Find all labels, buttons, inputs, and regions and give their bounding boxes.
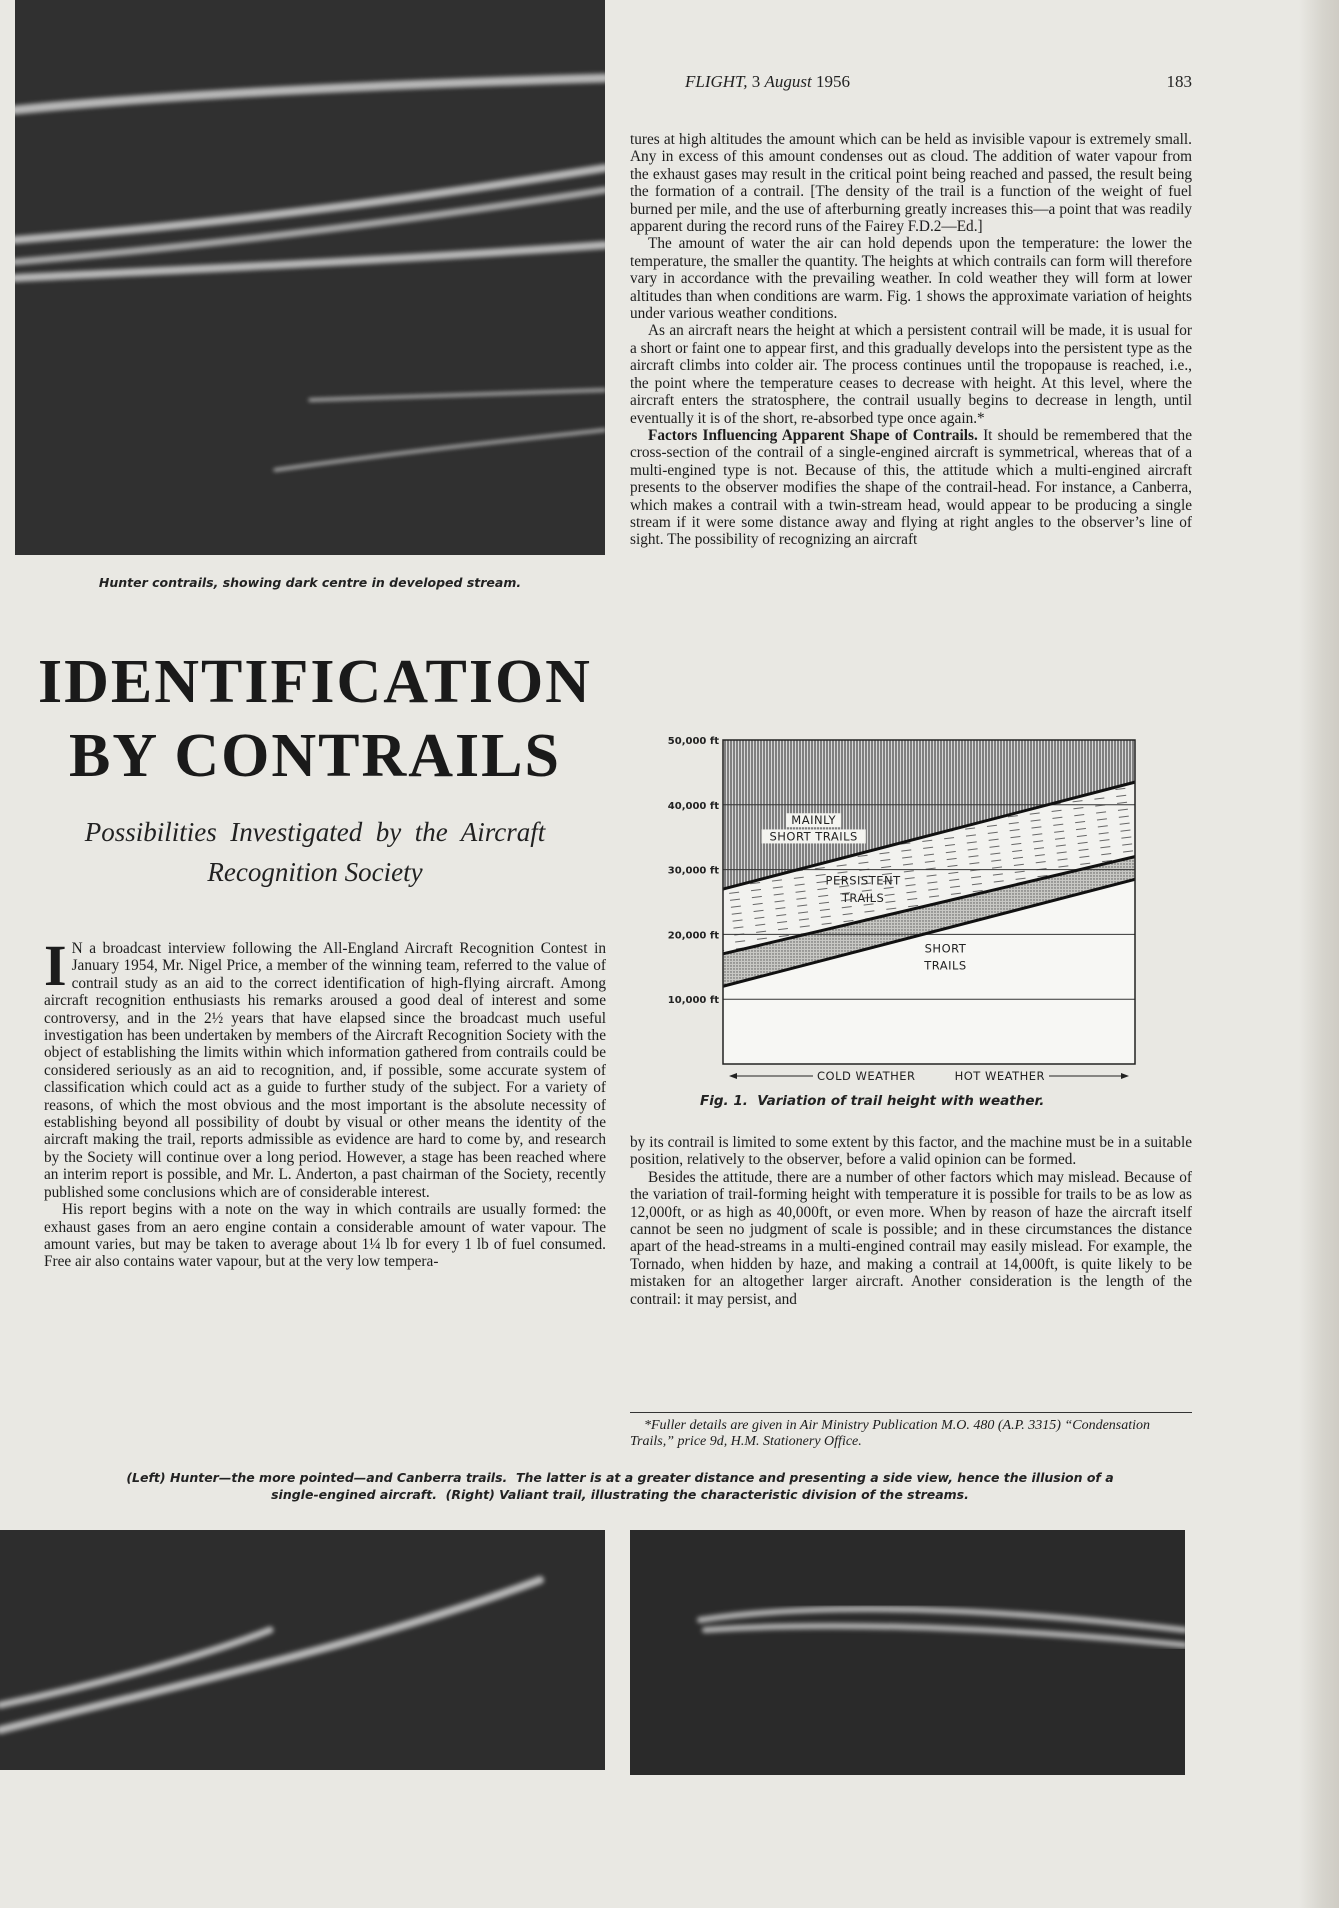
region-label: SHORT [924, 941, 967, 956]
paragraph: by its contrail is limited to some extent by this factor, and the machine must be in a suitable position, relatively to the observer, before a valid opinion can be formed. [630, 1134, 1192, 1169]
cold-arrowhead-icon [729, 1073, 737, 1079]
y-tick-label: 40,000 ft [667, 800, 719, 812]
right-column-body-top [630, 131, 1192, 549]
hunter-canberra-trails-photo [0, 1530, 605, 1770]
title-line-2: BY CONTRAILS [69, 722, 561, 790]
x-label-hot: HOT WEATHER [954, 1069, 1045, 1083]
valiant-trail-photo [630, 1530, 1185, 1775]
caption-line-1: (Left) Hunter—the more pointed—and Canberra trails. The latter is at a greater distance and presenting a side view, hence the illusion of a [126, 1470, 1114, 1485]
article-subtitle [25, 812, 605, 892]
fig1-chart [640, 725, 1180, 1105]
caption-line-2: single-engined aircraft. (Right) Valiant trail, illustrating the characteristic division of the streams. [271, 1487, 969, 1502]
left-column-body [44, 933, 606, 1271]
subtitle-line-2: Recognition Society [207, 857, 423, 887]
drop-cap: I [44, 933, 67, 998]
issue-day: 3 [751, 72, 761, 91]
paragraph: As an aircraft nears the height at which a persistent contrail will be made, it is usual for a short or faint one to appear first, and this gradually develops into the persistent type as the aircraft climbs into colder air. The process continues until the tropopause is reached, i.e., the point where the temperature ceases to decrease with height. At this level, where the aircraft enters the stratosphere, the contrail usually begins to decrease in length, until eventually it is of the short, re-absorbed type once again.* [630, 322, 1192, 427]
chart-svg [640, 725, 1180, 1105]
paragraph: The amount of water the air can hold depends upon the temperature: the lower the temperature, the smaller the quantity. The heights at which contrails can form will therefore vary in accordance with the prevailing weather. In cold weather they will form at lower altitudes than when conditions are warm. Fig. 1 shows the approximate variation of heights under various weather conditions. [630, 235, 1192, 323]
paragraph-text: N a broadcast interview following the All-England Aircraft Recognition Contest in January 1954, Mr. Nigel Price, a member of the winning team, referred to the value of contrail study as an aid to the correct identification of high-flying aircraft. Among aircraft recognition enthusiasts his remarks aroused a good deal of interest and some controversy, and in the 2½ years that have elapsed since the broadcast much useful investigation has been undertaken by members of the Aircraft Recognition Society with the object of establishing the limits within which information gathered from contrails could be considered seriously as an aid to recognition, and, if possible, some accurate system of classification which could act as a guide to further study of the subject. For a variety of reasons, of which the most obvious and the most important is the absolute necessity of establishing beyond all possibility of doubt by visual or other means the identity of the aircraft making the trail, reports admissible as evidence are hard to come by, and research by the Society will continue over a long period. However, a stage has been reached where an interim report is possible, and Mr. L. Anderton, a past chairman of the Society, recently published some conclusions which are of considerable interest. [44, 940, 606, 1201]
region-label: TRAILS [924, 958, 967, 973]
paper-edge [1299, 0, 1339, 1908]
region-label: PERSISTENT [825, 873, 901, 888]
page-number: 183 [1166, 72, 1192, 91]
title-line-1: IDENTIFICATION [38, 648, 592, 716]
footnote-divider [630, 1412, 1192, 1413]
page-header [685, 72, 1192, 92]
paragraph [630, 427, 1192, 549]
y-tick-label: 20,000 ft [667, 930, 719, 942]
y-tick-label: 50,000 ft [667, 736, 719, 747]
subtitle-line-1: Possibilities Investigated by the Aircraft [84, 817, 546, 847]
bottom-photos-caption [30, 1469, 1210, 1503]
section-heading: Factors Influencing Apparent Shape of Contrails. [648, 426, 978, 444]
issue-month: August [764, 72, 812, 91]
top-photo-caption: Hunter contrails, showing dark centre in developed stream. [98, 575, 522, 590]
region-label: TRAILS [841, 891, 885, 905]
hot-arrowhead-icon [1121, 1073, 1129, 1079]
x-label-cold: COLD WEATHER [817, 1069, 916, 1083]
region-label: SHORT TRAILS [769, 829, 858, 844]
paragraph-text: It should be remembered that the cross-section of the contrail of a single-engined aircraft is symmetrical, whereas that of a multi-engined type is not. Because of this, the attitude which a multi-engined aircraft presents to the observer modifies the shape of the contrail-head. For instance, a Canberra, which makes a contrail with a twin-stream head, would appear to be producing a single stream if it were some distance away and flying at right angles to the observer’s line of sight. The possibility of recognizing an aircraft [630, 426, 1192, 549]
publication-name: FLIGHT, [685, 72, 748, 91]
hunter-contrails-photo [15, 0, 605, 555]
y-tick-label: 30,000 ft [667, 865, 719, 877]
article-title [25, 645, 605, 793]
figure-caption: Fig. 1. Variation of trail height with weather. [700, 1093, 1045, 1109]
paragraph: Besides the attitude, there are a number of other factors which may mislead. Because of the variation of trail-forming height with temperature it is possible for trails to be as low as 12,000ft, or as high as 40,000ft, or even more. When by reason of haze the aircraft itself cannot be seen no judgment of scale is possible; and in these circumstances the distance apart of the head-streams in a multi-engined contrail may easily mislead. For example, the Tornado, when hidden by haze, and making a contrail at 14,000ft, is quite likely to be mistaken for an altogether larger aircraft. Another consideration is the length of the contrail: it may persist, and [630, 1168, 1192, 1308]
paragraph: tures at high altitudes the amount which can be held as invisible vapour is extremely small. Any in excess of this amount condenses out as cloud. The addition of water vapour from the exhaust gases may result in the critical point being reached and passed, the result being the formation of a contrail. [The density of the trail is a function of the weight of fuel burned per mile, and the use of afterburning greatly increases this—a point that was readily apparent during the record runs of the Fairey F.D.2—Ed.] [630, 131, 1192, 236]
region-label: MAINLY [791, 813, 836, 828]
right-column-body-bottom [630, 1134, 1192, 1308]
paragraph: His report begins with a note on the way in which contrails are usually formed: the exhaust gases from an aero engine contain a considerable amount of water vapour. The amount varies, but may be taken to average about 1¼ lb for every 1 lb of fuel consumed. Free air also contains water vapour, but at the very low tempera- [44, 1201, 606, 1271]
paragraph [44, 933, 606, 1201]
y-tick-label: 10,000 ft [667, 995, 719, 1007]
issue-year: 1956 [815, 72, 850, 91]
footnote: *Fuller details are given in Air Ministry Publication M.O. 480 (A.P. 3315) “Condensation Trails,” price 9d, H.M. Stationery Office. [630, 1418, 1151, 1449]
